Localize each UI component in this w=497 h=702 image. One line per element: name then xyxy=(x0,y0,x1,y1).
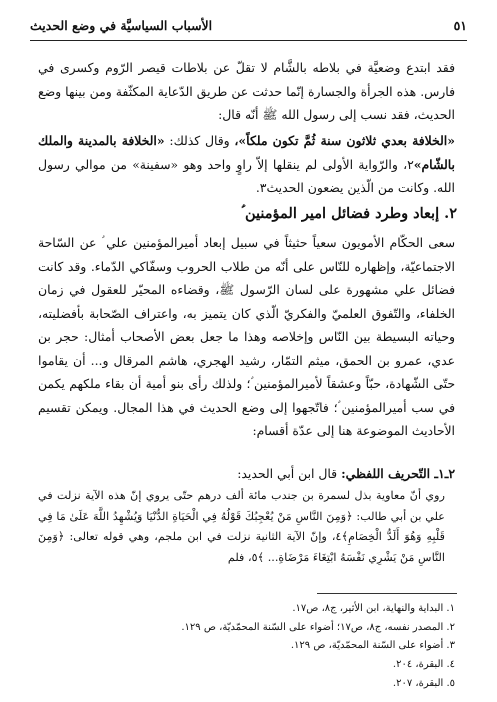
hadith-quote-2: «الخلافة بالمدينة والملك بالشّام» xyxy=(38,133,455,172)
hadith-paragraph xyxy=(38,129,455,200)
intro-paragraph xyxy=(38,56,455,127)
hadith-connector: وقال كذلك: xyxy=(164,133,235,148)
footnote-5: ٥. البقرة، ٢٠٧. xyxy=(392,677,455,689)
intro-text: فقد ابتدع وضعيَّة في بلاطه بالشَّام لا تقلّ عن بلاطات قيصر الرّوم وكسرى في فارس. هذه الجرأة والجسارة إنّما حدثت عن طريق الدّعاية المكثّفة ومن بينها وضع الحديث، فقد نسب إلى رسول الله ﷺ أنّه قال: xyxy=(38,60,455,122)
running-header xyxy=(30,14,467,36)
block-quote xyxy=(38,486,445,568)
header-divider xyxy=(30,40,467,41)
footnote-divider xyxy=(317,593,457,594)
body-paragraph xyxy=(38,231,455,443)
subsection-text: قال ابن أبي الحديد: xyxy=(237,466,342,481)
section-heading: ٢. إبعاد وطرد فضائل امير المؤمنين ؑ xyxy=(241,205,457,222)
footnote-2: ٢. المصدر نفسه، ج٨، ص١٧؛ أضواء على السّنة المحمّديّة، ص ١٢٩. xyxy=(181,621,455,633)
body-text: سعى الحكّام الأمويون سعياً حثيثاً في سبيل إبعاد أميرالمؤمنين علي ؑ عن السّاحة الاجتماعيّة، وإظهاره للنّاس على أنّه من طلاب الحروب وسفّاكي الدّماء. وقد كانت فضائل علي مشهورة على لسان الرّسول ﷺ، وقضاءه المحيّر للعقول في زمان الخلفاء، والتّفوق العلميّ والفكريّ الّذي كان يتميز به، واعتراف الصّحابة بأفضليته، وحياته البسيطة بين النّاس وإخلاصه وهذا ما جعل بعض الأصحاب أمثال: حجر بن عدي، عمرو بن الحمق، ميثم التمّار، رشيد الهجري، هاشم المرقال و... أن يقاموا حتّى الشّهادة، حبّاً وعشقاً لأميرالمؤمنين ؑ؛ ولذلك رأى بنو أمية أن بقاء ملكهم يكمن في سب أميرالمؤمنين ؑ؛ فاتّجهوا إلى وضع الحديث في هذا المجال. ويمكن تقسيم الأحاديث الموضوعة هنا إلى عدّة أقسام: xyxy=(38,235,455,438)
hadith-text xyxy=(38,129,455,200)
footnote-3: ٣. أضواء على السّنة المحمّديّة، ص ١٢٩. xyxy=(290,640,455,652)
page-number: ٥١ xyxy=(453,17,467,33)
block-quote-text: روي أنّ معاوية بذل لسمرة بن جندب مائة ألف درهم حتّى يروي إنّ هذه الآية نزلت في علي بن أبي طالب: ﴿وَمِنَ النَّاسِ مَنْ يُعْجِبُكَ قَوْلُهُ فِي الْحَيَاةِ الدُّنْيَا وَيُشْهِدُ اللَّهَ عَلَىٰ مَا فِي قَلْبِهِ وَهُوَ أَلَدُّ الْخِصَامِ﴾٤، وإنّ الآية الثانية نزلت في ابن ملجم، وهي قوله تعالى: ﴿وَمِنَ النَّاسِ مَنْ يَشْرِي نَفْسَهُ ابْتِغَاءَ مَرْضَاةِ... ﴾٥، فلم xyxy=(38,489,445,564)
subsection-heading: ٢ـ١ـ التّحريف اللفظي: xyxy=(341,466,455,481)
footnote-1: ١. البداية والنهاية، ابن الأثير، ج٨، ص١٧. xyxy=(292,603,455,614)
header-title: الأسباب السياسيَّة في وضع الحديث xyxy=(30,17,213,33)
hadith-rest: ٢، والرّواية الأولى لم ينقلها إلاّ راوٍ واحد وهو «سفينة» من موالي رسول الله. وكانت من الّذين يضعون الحديث٣. xyxy=(38,156,455,195)
hadith-quote-1: «الخلافة بعدي ثلاثون سنة ثُمَّ تكون ملكاً»، xyxy=(234,133,455,148)
footnote-4: ٤. البقرة، ٢٠٤. xyxy=(392,659,455,671)
subsection-line xyxy=(38,463,455,485)
footnotes-list xyxy=(40,600,455,694)
